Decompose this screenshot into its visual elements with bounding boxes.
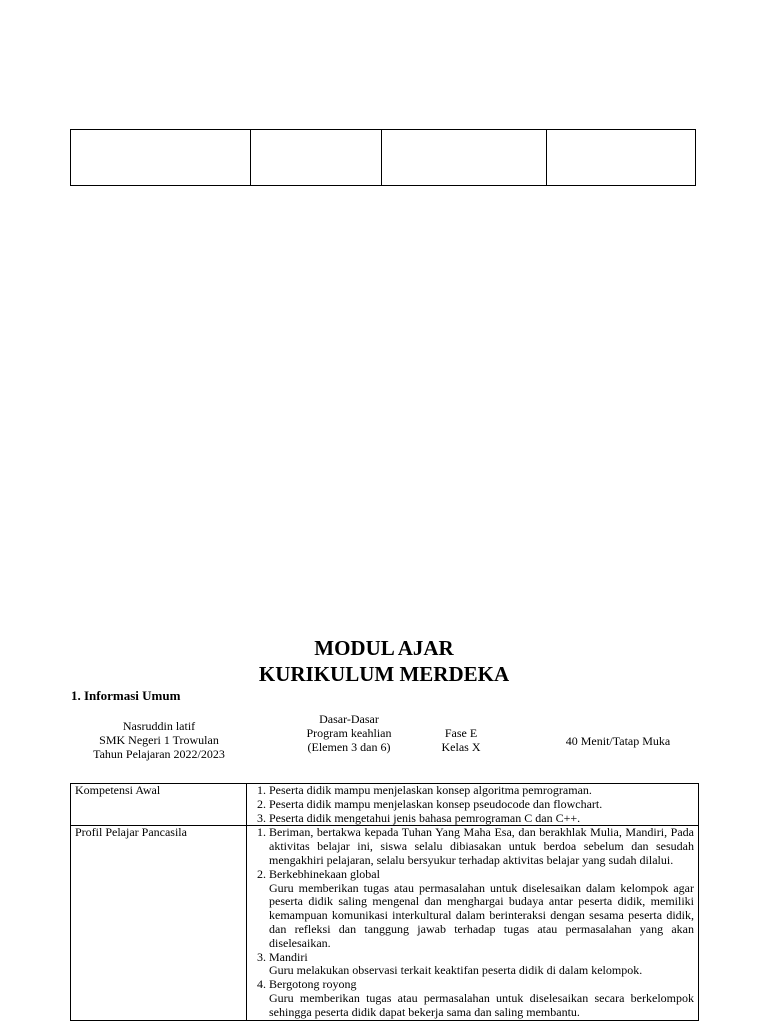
table-row xyxy=(71,784,699,826)
list-item: 3. Peserta didik mengetahui jenis bahasa pemrograman C dan C++. xyxy=(269,812,694,826)
subject-line: Dasar-Dasar xyxy=(319,712,379,726)
item-title: Bergotong royong xyxy=(269,977,357,992)
item-description: Guru melakukan observasi terkait keaktifan peserta didik di dalam kelompok. xyxy=(269,963,643,978)
item-description: Guru memberikan tugas atau permasalahan untuk diselesaikan dalam kelompok agar peserta didik saling mengenal dan menghargai budaya antar peserta didik, memiliki kemampuan komunikasi interkultural dalam berinteraksi dengan sesama peserta didik, dan refleksi dan tanggung jawab terhadap tugas atau permasalahan yang akan diselesaikan. xyxy=(269,880,694,950)
list-item xyxy=(269,826,694,867)
document-title: MODUL AJAR xyxy=(314,636,454,660)
kompetensi-label: Kompetensi Awal xyxy=(71,784,247,826)
class-label: Kelas X xyxy=(441,740,481,754)
school-name: SMK Negeri 1 Trowulan xyxy=(99,733,219,747)
subject-info xyxy=(269,712,429,754)
header-cell xyxy=(251,130,382,186)
header-blank-table xyxy=(70,129,696,186)
profil-label: Profil Pelajar Pancasila xyxy=(71,826,247,1020)
list-item xyxy=(269,978,694,1019)
list-item: 2. Peserta didik mampu menjelaskan konsep pseudocode dan flowchart. xyxy=(269,798,694,812)
header-cell xyxy=(547,130,696,186)
author-info xyxy=(74,719,244,761)
author-name: Nasruddin latif xyxy=(122,719,196,733)
phase-label: Fase E xyxy=(444,726,478,740)
header-cell xyxy=(382,130,547,186)
item-title: Mandiri xyxy=(269,949,308,964)
item-title: Beriman, bertakwa kepada Tuhan Yang Maha Esa, dan berakhlak Mulia, Mandiri, Pada aktivitas belajar ini, siswa selalu dibiasakan untuk berdoa sebelum dan sesudah mengakhiri pelajaran, selalu bersyukur terhadap aktivitas belajar yang sudah dilalui. xyxy=(269,825,694,867)
section-heading: 1. Informasi Umum xyxy=(71,688,181,703)
school-year: Tahun Pelajaran 2022/2023 xyxy=(93,747,225,761)
list-item xyxy=(269,868,694,951)
profil-content xyxy=(247,826,699,1020)
duration-info xyxy=(548,734,688,748)
table-row xyxy=(71,826,699,1020)
subject-line: (Elemen 3 dan 6) xyxy=(307,740,391,754)
kompetensi-content xyxy=(247,784,699,826)
phase-info xyxy=(421,726,501,754)
list-item xyxy=(269,951,694,979)
subject-line: Program keahlian xyxy=(306,726,392,740)
info-table xyxy=(70,783,699,1021)
item-description: Guru memberikan tugas atau permasalahan untuk diselesaikan secara berkelompok sehingga peserta didik dapat bekerja sama dan saling membantu. xyxy=(269,990,694,1019)
duration-label: 40 Menit/Tatap Muka xyxy=(565,734,671,748)
header-cell xyxy=(71,130,251,186)
list-item: 1. Peserta didik mampu menjelaskan konsep algoritma pemrograman. xyxy=(269,784,694,798)
document-subtitle: KURIKULUM MERDEKA xyxy=(258,662,510,686)
item-title: Berkebhinekaan global xyxy=(269,866,380,881)
